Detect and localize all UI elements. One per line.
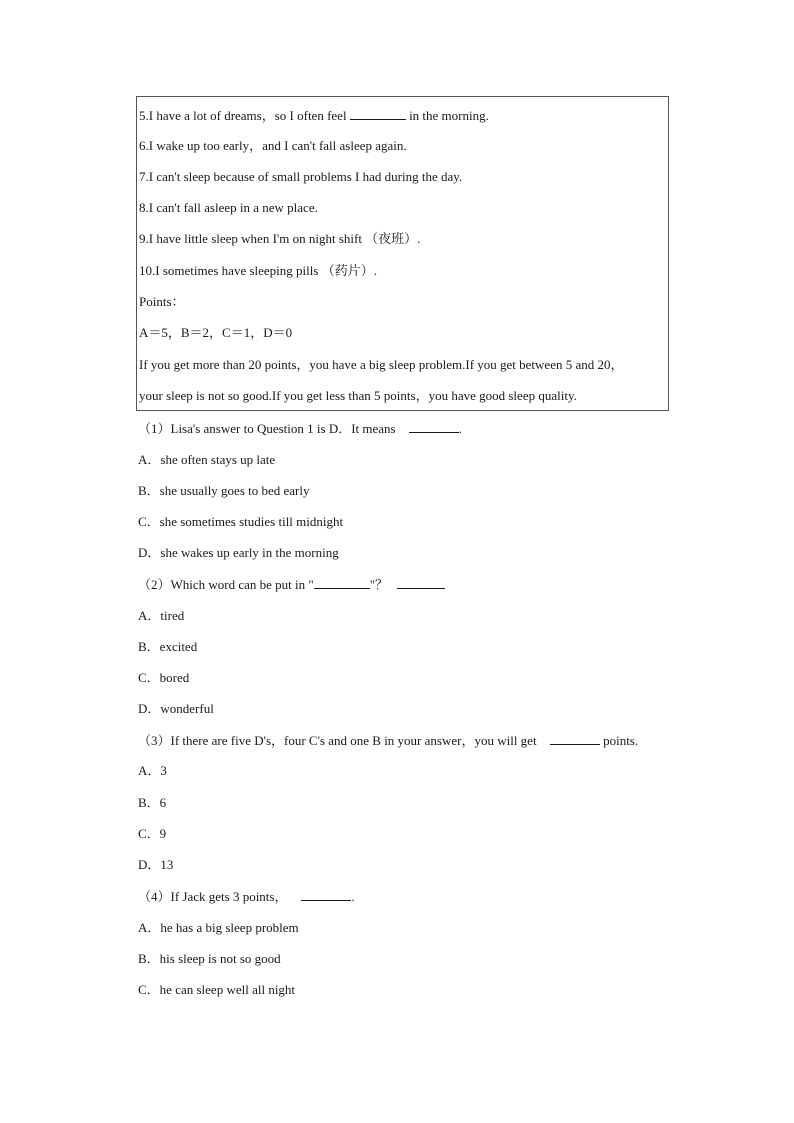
survey-box <box>136 96 669 411</box>
survey-item-9: 9.I have little sleep when I'm on night shift （夜班）. <box>139 231 421 246</box>
scoring-line-2: your sleep is not so good.If you get less than 5 points，you have good sleep quality. <box>139 388 577 403</box>
question-4-option-a[interactable]: A．he has a big sleep problem <box>138 920 299 935</box>
answer-blank <box>301 888 351 901</box>
answer-blank <box>409 420 459 433</box>
question-3-stem: （3）If there are five D's，four C's and one B in your answer，you will get points. <box>138 733 639 748</box>
survey-item-10: 10.I sometimes have sleeping pills （药片）. <box>139 263 377 278</box>
question-1-option-c[interactable]: C．she sometimes studies till midnight <box>138 514 344 529</box>
answer-blank <box>350 107 406 120</box>
question-4-option-b[interactable]: B．his sleep is not so good <box>138 951 281 966</box>
answer-blank <box>397 576 445 589</box>
answer-blank <box>314 576 370 589</box>
question-3-option-c[interactable]: C．9 <box>138 826 167 841</box>
question-1-option-b[interactable]: B．she usually goes to bed early <box>138 483 310 498</box>
question-3-option-a[interactable]: A．3 <box>138 763 167 778</box>
points-heading: Points： <box>139 294 185 309</box>
question-1-stem: （1）Lisa's answer to Question 1 is D．It means . <box>138 421 463 436</box>
question-1-option-d[interactable]: D．she wakes up early in the morning <box>138 545 339 560</box>
survey-item-5: 5.I have a lot of dreams，so I often feel in the morning. <box>139 108 489 123</box>
question-3-option-b[interactable]: B．6 <box>138 795 167 810</box>
question-1-option-a[interactable]: A．she often stays up late <box>138 452 276 467</box>
question-3-option-d[interactable]: D．13 <box>138 857 174 872</box>
answer-blank <box>550 732 600 745</box>
question-2-stem: （2）Which word can be put in " "？ <box>138 576 445 593</box>
survey-item-8: 8.I can't fall asleep in a new place. <box>139 200 318 215</box>
question-4-stem: （4）If Jack gets 3 points， . <box>138 889 355 904</box>
question-2-option-d[interactable]: D．wonderful <box>138 701 214 716</box>
scoring-line-1: If you get more than 20 points，you have a big sleep problem.If you get between 5 and 20， <box>139 357 624 372</box>
question-2-option-c[interactable]: C．bored <box>138 670 190 685</box>
points-scale: A＝5，B＝2，C＝1，D＝0 <box>139 325 293 340</box>
survey-item-7: 7.I can't sleep because of small problems I had during the day. <box>139 169 463 184</box>
question-4-option-c[interactable]: C．he can sleep well all night <box>138 982 296 997</box>
survey-item-6: 6.I wake up too early，and I can't fall asleep again. <box>139 138 407 153</box>
question-2-option-b[interactable]: B．excited <box>138 639 198 654</box>
question-2-option-a[interactable]: A．tired <box>138 608 185 623</box>
